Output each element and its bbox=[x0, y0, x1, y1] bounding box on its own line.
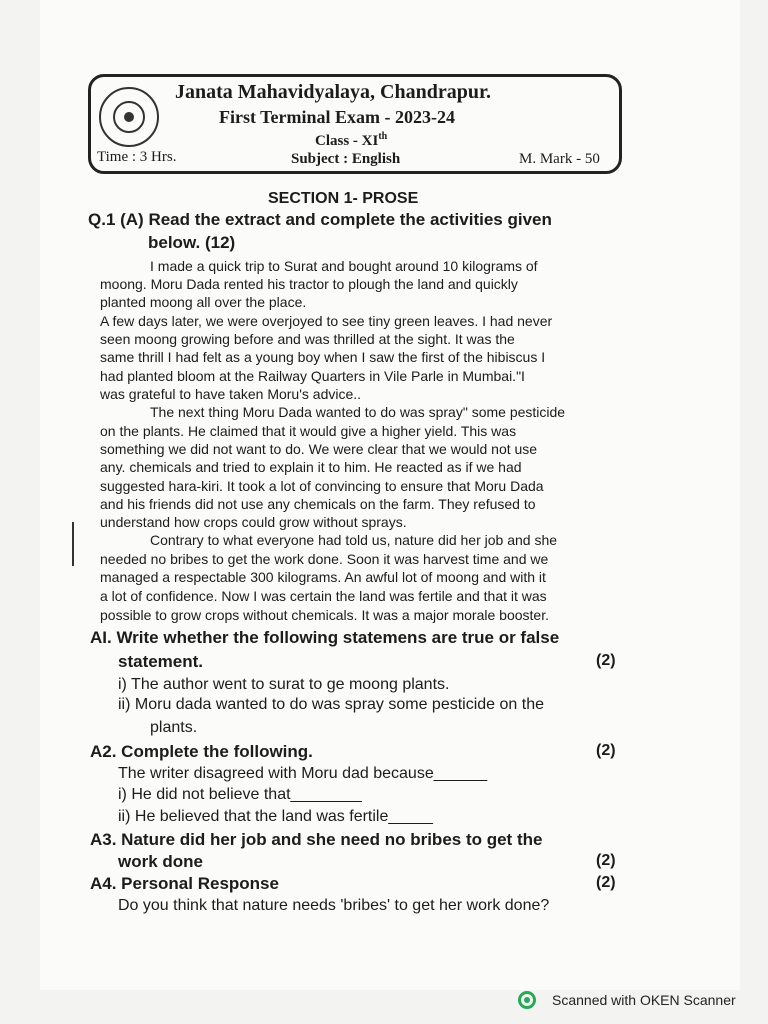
scanner-watermark: Scanned with OKEN Scanner bbox=[552, 992, 736, 1008]
passage-line: on the plants. He claimed that it would give a higher yield. This was bbox=[100, 423, 517, 439]
passage-line: moong. Moru Dada rented his tractor to plough the land and quickly bbox=[100, 276, 518, 292]
margin-pen-mark bbox=[72, 522, 74, 566]
a1-statement-ii-cont: plants. bbox=[150, 719, 198, 736]
a4-heading: A4. Personal Response bbox=[90, 874, 279, 893]
oken-scanner-icon bbox=[518, 991, 536, 1009]
passage-line: The next thing Moru Dada wanted to do was spray" some pesticide bbox=[150, 404, 566, 420]
passage-line: something we did not want to do. We were clear that we would not use bbox=[100, 441, 538, 457]
passage-line: had planted bloom at the Railway Quarters in Vile Parle in Mumbai."I bbox=[100, 368, 525, 384]
passage-line: planted moong all over the place. bbox=[100, 294, 307, 310]
a3-marks: (2) bbox=[596, 852, 616, 869]
max-mark-label: M. Mark - 50 bbox=[519, 151, 600, 167]
time-label: Time : 3 Hrs. bbox=[97, 149, 177, 165]
college-name: Janata Mahavidyalaya, Chandrapur. bbox=[175, 81, 491, 103]
passage-line: suggested hara-kiri. It took a lot of convincing to ensure that Moru Dada bbox=[100, 478, 544, 494]
a2-stem: The writer disagreed with Moru dad because______ bbox=[118, 765, 488, 782]
a1-heading-line2: statement. bbox=[118, 652, 204, 671]
a3-heading-line2: work done bbox=[118, 852, 204, 871]
q1-heading-line1: Q.1 (A) Read the extract and complete the activities given bbox=[88, 210, 552, 229]
a2-marks: (2) bbox=[596, 742, 616, 759]
passage-line: and his friends did not use any chemicals on the farm. They refused to bbox=[100, 496, 536, 512]
section-title: SECTION 1- PROSE bbox=[268, 190, 419, 207]
q1-heading-line2: below. (12) bbox=[148, 233, 236, 252]
passage-line: A few days later, we were overjoyed to see tiny green leaves. I had never bbox=[100, 313, 553, 329]
a1-statement-ii: ii) Moru dada wanted to do was spray some pesticide on the bbox=[118, 696, 545, 713]
passage-line: any. chemicals and tried to explain it to him. He reacted as if we had bbox=[100, 459, 522, 475]
passage-line: same thrill I had felt as a young boy when I saw the first of the hibiscus I bbox=[100, 349, 546, 365]
a2-heading: A2. Complete the following. bbox=[90, 742, 313, 761]
class-label: Class - XIth bbox=[315, 131, 388, 149]
subject-label: Subject : English bbox=[291, 151, 401, 167]
a4-marks: (2) bbox=[596, 874, 616, 891]
passage-line: understand how crops could grow without sprays. bbox=[100, 514, 407, 530]
a1-statement-i: i) The author went to surat to ge moong plants. bbox=[118, 676, 450, 693]
passage-line: needed no bribes to get the work done. Soon it was harvest time and we bbox=[100, 551, 549, 567]
passage-line: managed a respectable 300 kilograms. An awful lot of moong and with it bbox=[100, 569, 546, 585]
exam-title: First Terminal Exam - 2023-24 bbox=[219, 107, 455, 127]
college-seal-icon bbox=[99, 87, 159, 147]
passage-line: a lot of confidence. Now I was certain the land was fertile and that it was bbox=[100, 588, 547, 604]
a3-heading-line1: A3. Nature did her job and she need no bribes to get the bbox=[90, 830, 543, 849]
a4-question: Do you think that nature needs 'bribes' to get her work done? bbox=[118, 897, 550, 914]
a1-heading-line1: AI. Write whether the following statemens are true or false bbox=[90, 628, 560, 647]
a2-item-ii: ii) He believed that the land was fertile_____ bbox=[118, 808, 433, 825]
header-box bbox=[88, 74, 622, 174]
a1-marks: (2) bbox=[596, 652, 616, 669]
passage-line: Contrary to what everyone had told us, nature did her job and she bbox=[150, 532, 558, 548]
passage-line: seen moong growing before and was thrilled at the sight. It was the bbox=[100, 331, 515, 347]
a2-item-i: i) He did not believe that________ bbox=[118, 786, 362, 803]
passage-line: was grateful to have taken Moru's advice.. bbox=[100, 386, 362, 402]
passage-line: I made a quick trip to Surat and bought around 10 kilograms of bbox=[150, 258, 538, 274]
passage-line: possible to grow crops without chemicals. It was a major morale booster. bbox=[100, 607, 549, 623]
